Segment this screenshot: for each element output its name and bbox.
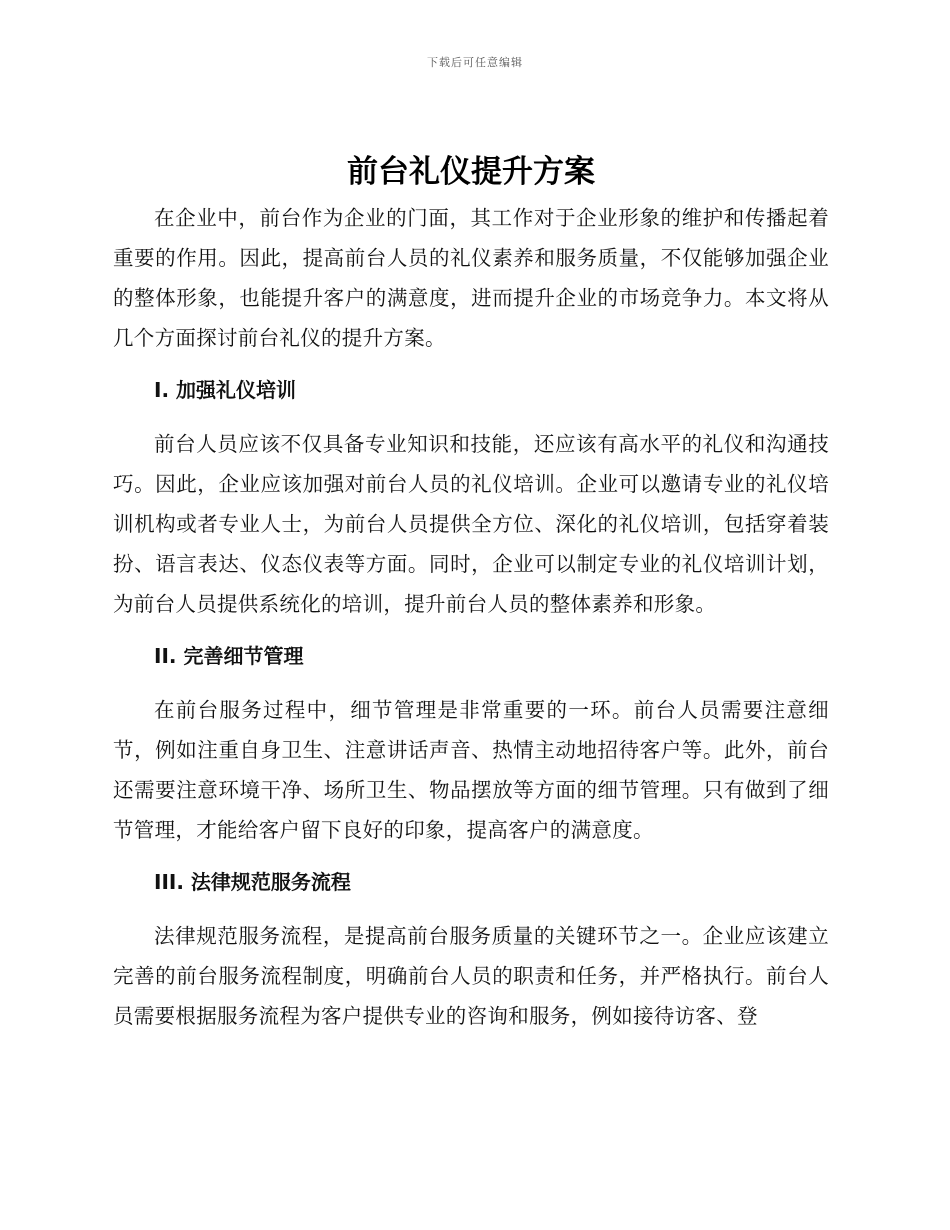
spacer (113, 410, 829, 424)
document-body (113, 148, 829, 1036)
section-heading-2: II. 完善细节管理 (154, 644, 304, 668)
spacer (113, 624, 829, 636)
section-body-3: 法律规范服务流程，是提高前台服务质量的关键环节之一。企业应该建立完善的前台服务流程制度，明确前台人员的职责和任务，并严格执行。前台人员需要根据服务流程为客户提供专业的咨询和服务，例如接待访客、登 (113, 924, 829, 1028)
intro-paragraph: 在企业中，前台作为企业的门面，其工作对于企业形象的维护和传播起着重要的作用。因此，提高前台人员的礼仪素养和服务质量，不仅能够加强企业的整体形象，也能提升客户的满意度，进而提升企业的市场竞争力。本文将从几个方面探讨前台礼仪的提升方案。 (113, 206, 829, 350)
spacer (113, 676, 829, 690)
document-title: 前台礼仪提升方案 (347, 154, 595, 190)
spacer (113, 902, 829, 916)
section-heading-3: III. 法律规范服务流程 (154, 870, 351, 894)
section-body-1: 前台人员应该不仅具备专业知识和技能，还应该有高水平的礼仪和沟通技巧。因此，企业应该加强对前台人员的礼仪培训。企业可以邀请专业的礼仪培训机构或者专业人士，为前台人员提供全方位、深化的礼仪培训，包括穿着装扮、语言表达、仪态仪表等方面。同时，企业可以制定专业的礼仪培训计划，为前台人员提供系统化的培训，提升前台人员的整体素养和形象。 (113, 432, 829, 616)
section-body-2: 在前台服务过程中，细节管理是非常重要的一环。前台人员需要注意细节，例如注重自身卫生、注意讲话声音、热情主动地招待客户等。此外，前台还需要注意环境干净、场所卫生、物品摆放等方面的细节管理。只有做到了细节管理，才能给客户留下良好的印象，提高客户的满意度。 (113, 698, 829, 842)
spacer (113, 358, 829, 370)
section-heading-1: I. 加强礼仪培训 (154, 378, 297, 402)
spacer (113, 850, 829, 862)
header-note: 下载后可任意编辑 (427, 56, 523, 69)
